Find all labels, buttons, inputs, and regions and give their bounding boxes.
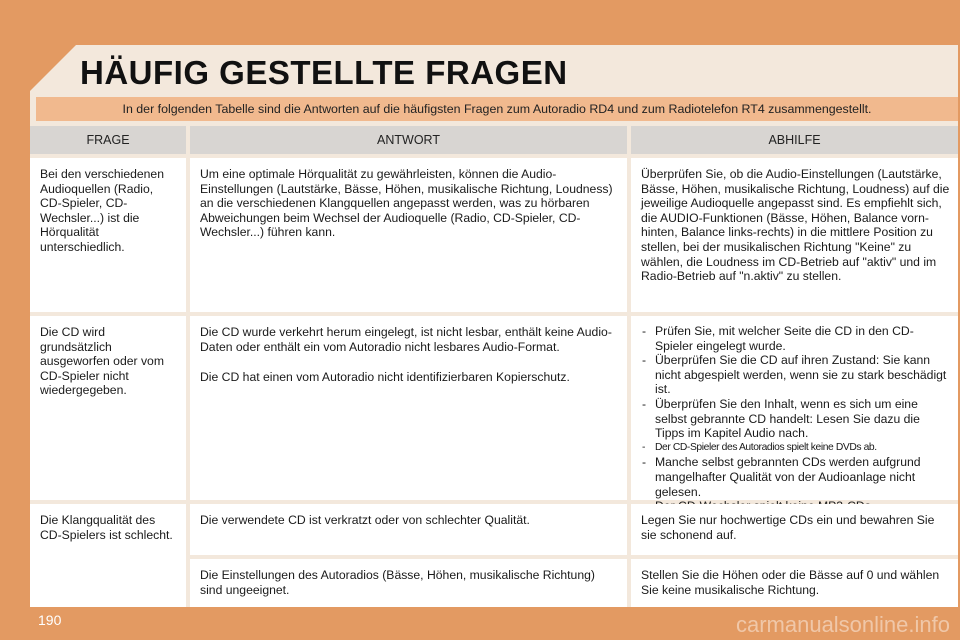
row1-frage-cell xyxy=(30,158,186,312)
row1-antwort-text: Um eine optimale Hörqualität zu gewährleisten, können die Audio-Einstellungen (Lautstärke, Bässe, Höhen, musikalische Richtung, Loudness) an die verschiedenen Klangquellen angepasst werden, was zu hörbaren Abweichungen beim Wechsel der Audioquelle (Radio, CD-Spieler, CD-Wechsler...) führen kann. xyxy=(200,167,613,240)
row2-antwort-cell xyxy=(190,316,627,500)
list-item: - Überprüfen Sie die CD auf ihren Zustand: Sie kann nicht abgespielt werden, wenn sie zu stark beschädigt ist. xyxy=(641,353,950,397)
row4-abhilfe-text: Stellen Sie die Höhen oder die Bässe auf 0 und wählen Sie keine musikalische Richtung. xyxy=(641,568,940,597)
page-title: HÄUFIG GESTELLTE FRAGEN xyxy=(80,54,568,91)
page-corner-fold xyxy=(30,45,76,91)
row1-frage-text: Bei den verschiedenen Audioquellen (Radio, CD-Spieler, CD-Wechsler...) ist die Hörqualität unterschiedlich. xyxy=(40,167,164,254)
intro-banner: In der folgenden Tabelle sind die Antworten auf die häufigsten Fragen zum Autoradio RD4 und zum Radiotelefon RT4 zusammengestellt. xyxy=(36,97,958,121)
header-frage: FRAGE xyxy=(30,126,186,154)
row3-abhilfe-text: Legen Sie nur hochwertige CDs ein und bewahren Sie sie schonend auf. xyxy=(641,513,935,542)
row2-abhilfe-list xyxy=(641,324,950,514)
row4-antwort-text: Die Einstellungen des Autoradios (Bässe, Höhen, musikalische Richtung) sind ungeeignet. xyxy=(200,568,595,597)
row4-antwort-cell xyxy=(190,559,627,607)
row3-frage-text: Die Klangqualität des CD-Spielers ist schlecht. xyxy=(40,513,173,542)
list-item: - Der CD-Spieler des Autoradios spielt keine DVDs ab. xyxy=(641,441,950,456)
row2-frage-text: Die CD wird grundsätzlich ausgeworfen oder vom CD-Spieler nicht wiedergegeben. xyxy=(40,325,164,398)
row2-antwort-text-2: Die CD hat einen vom Autoradio nicht identifizierbaren Kopierschutz. xyxy=(200,370,570,385)
header-antwort: ANTWORT xyxy=(190,126,627,154)
watermark: carmanualsonline.info xyxy=(735,612,950,637)
list-item: - Manche selbst gebrannten CDs werden aufgrund mangelhafter Qualität von der Audioanlage nicht gelesen. xyxy=(641,455,950,499)
row1-antwort-cell xyxy=(190,158,627,312)
row1-abhilfe-cell xyxy=(631,158,958,312)
row2-antwort-text-1: Die CD wurde verkehrt herum eingelegt, ist nicht lesbar, enthält keine Audio-Daten oder enthält ein vom Autoradio nicht lesbares Audio-Format. xyxy=(200,325,612,354)
row2-frage-cell xyxy=(30,316,186,500)
row4-abhilfe-cell xyxy=(631,559,958,607)
row1-abhilfe-text: Überprüfen Sie, ob die Audio-Einstellungen (Lautstärke, Bässe, Höhen, musikalische Richtung, Loudness) auf die jeweilige Audioquelle angepasst sind. Es empfiehlt sich, die AUDIO-Funktionen (Bässe, Höhen, Balance vorn-hinten, Balance links-rechts) in die mittlere Position zu stellen, bei der musikalischen Richtung "Keine" zu wählen, die Loudness im CD-Betrieb auf "aktiv" und im Radio-Betrieb auf "n.aktiv" zu stellen. xyxy=(641,167,950,284)
list-item: - Überprüfen Sie den Inhalt, wenn es sich um eine selbst gebrannte CD handelt: Lesen Sie dazu die Tipps im Kapitel Audio nach. xyxy=(641,397,950,441)
row2-abhilfe-cell xyxy=(631,316,958,500)
row3-antwort-text: Die verwendete CD ist verkratzt oder von schlechter Qualität. xyxy=(200,513,530,527)
header-abhilfe: ABHILFE xyxy=(631,126,958,154)
row3-abhilfe-cell xyxy=(631,504,958,555)
row3-frage-cell xyxy=(30,504,186,607)
row3-antwort-cell xyxy=(190,504,627,555)
list-item: - Prüfen Sie, mit welcher Seite die CD in den CD-Spieler eingelegt wurde. xyxy=(641,324,950,353)
page-number: 190 xyxy=(38,612,62,628)
